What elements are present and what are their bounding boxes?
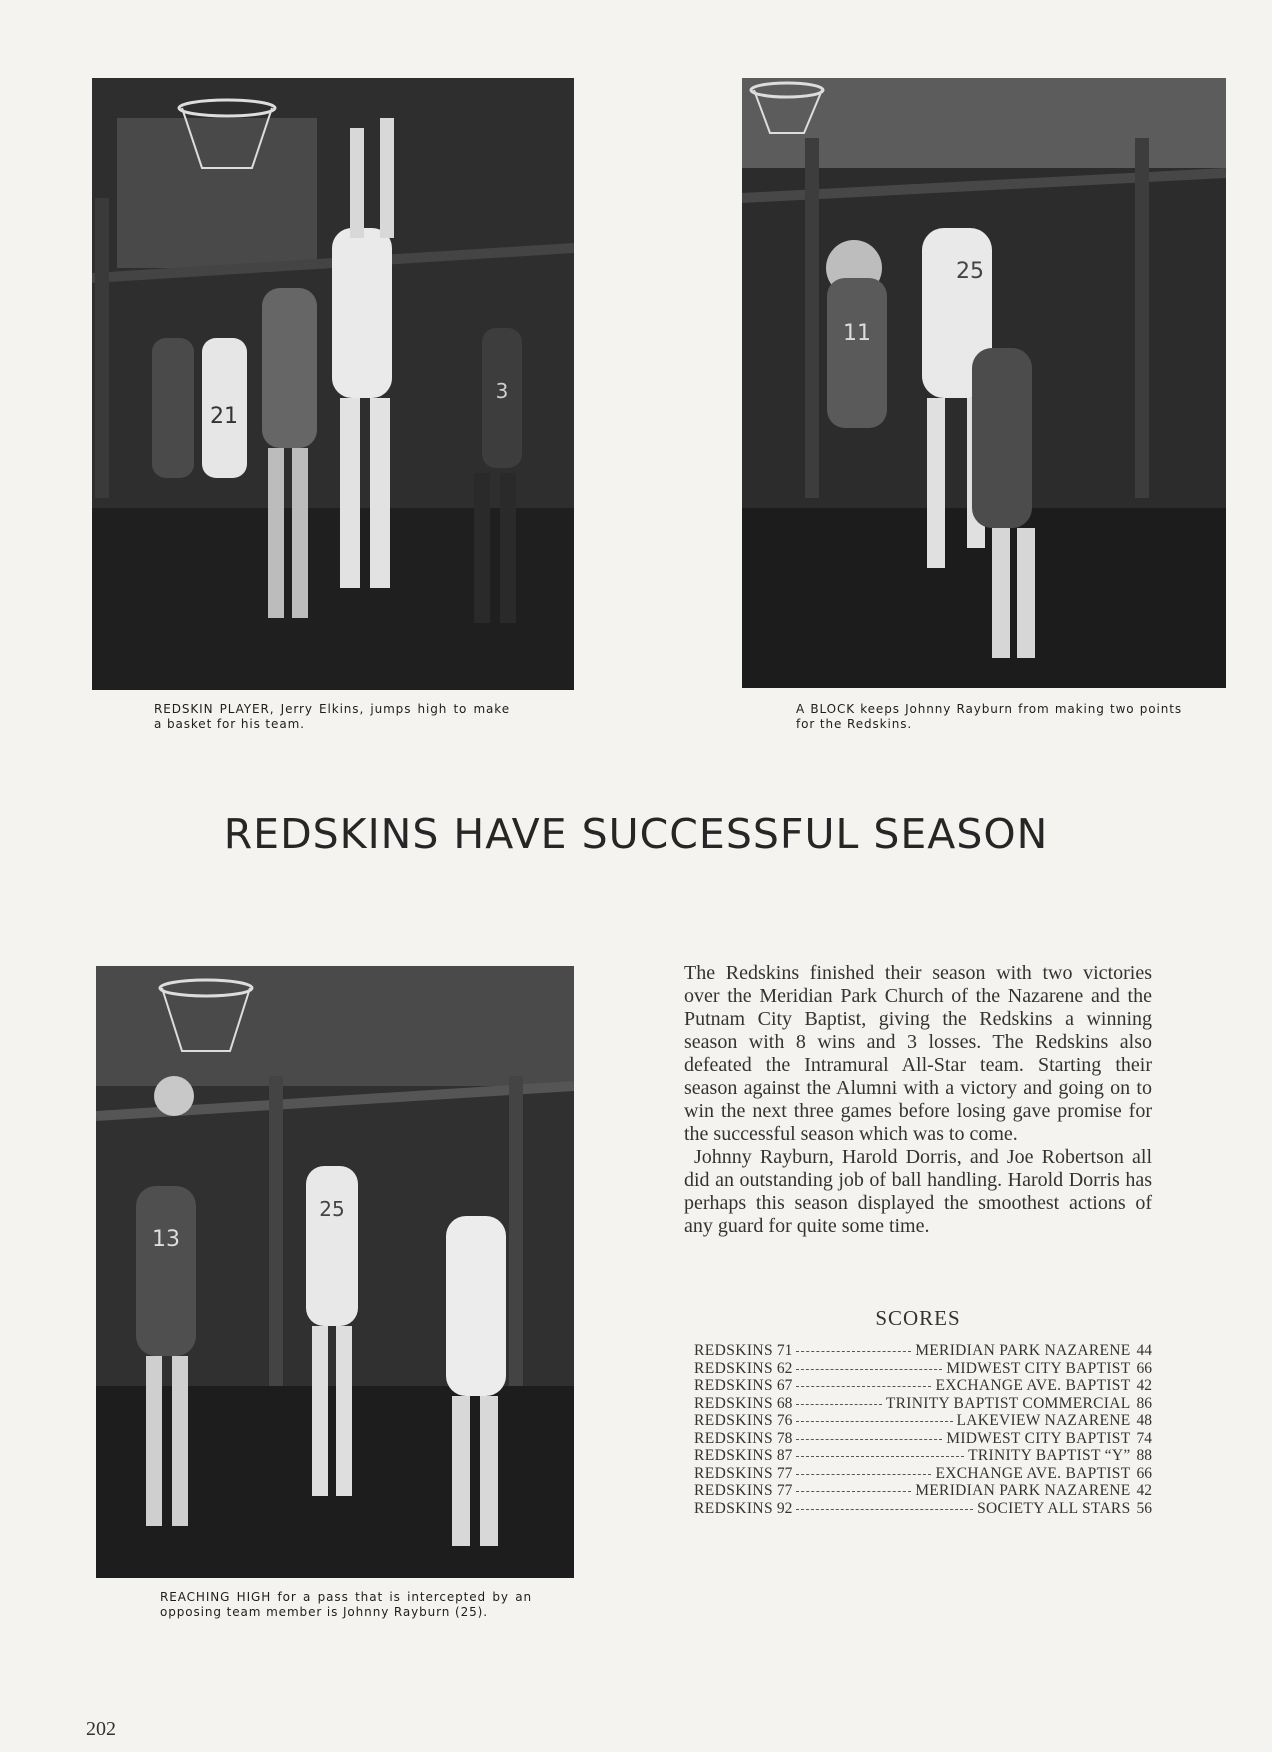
scores-table bbox=[694, 1342, 1152, 1517]
score-row bbox=[694, 1395, 1152, 1413]
dotted-leader bbox=[796, 1404, 882, 1405]
jump-shot-illustration bbox=[92, 78, 574, 690]
dotted-leader bbox=[796, 1386, 931, 1387]
team-name: REDSKINS bbox=[694, 1482, 773, 1499]
opponent-score: 86 bbox=[1136, 1394, 1152, 1412]
opponent-score: 88 bbox=[1136, 1447, 1152, 1464]
opponent-score: 42 bbox=[1136, 1482, 1152, 1499]
opponent-name: TRINITY BAPTIST COMMERCIAL bbox=[885, 1394, 1131, 1412]
dotted-leader bbox=[796, 1474, 931, 1475]
team-score: 77 bbox=[776, 1464, 793, 1482]
opponent-name: EXCHANGE AVE. BAPTIST bbox=[935, 1464, 1131, 1482]
article-paragraph: The Redskins finished their season with two victories over the Meridian Park Church of the Nazarene and the Putnam City Baptist, giving the Redskins a winning season with 8 wins and 3 losses. The Redskins also defeated the Intramural All-Star team. Starting their season against the Alumni with a victory and going on to win the next three games before losing gave promise for the successful season which was to come. bbox=[684, 962, 1152, 1145]
opponent-name: SOCIETY ALL STARS bbox=[977, 1499, 1131, 1517]
team-name: REDSKINS bbox=[694, 1342, 773, 1359]
caption-text: keeps Johnny Rayburn from making two points for the Redskins. bbox=[796, 702, 1183, 731]
team-name: REDSKINS bbox=[694, 1429, 773, 1447]
opponent-score: 42 bbox=[1136, 1377, 1152, 1394]
dotted-leader bbox=[796, 1509, 973, 1510]
score-row bbox=[694, 1377, 1152, 1395]
score-row bbox=[694, 1412, 1152, 1430]
team-score: 67 bbox=[776, 1377, 793, 1394]
caption-text: Jerry Elkins, jumps high to make a basket for his team. bbox=[154, 702, 511, 731]
team-name: REDSKINS bbox=[694, 1359, 773, 1377]
caption-lead: REDSKIN PLAYER, bbox=[154, 702, 275, 716]
dotted-leader bbox=[796, 1369, 942, 1370]
dotted-leader bbox=[796, 1491, 911, 1492]
opponent-name: TRINITY BAPTIST “Y” bbox=[968, 1447, 1131, 1464]
dotted-leader bbox=[796, 1456, 964, 1457]
jersey-number-25: 25 bbox=[956, 259, 984, 284]
opponent-name: MERIDIAN PARK NAZARENE bbox=[915, 1342, 1131, 1359]
team-score: 92 bbox=[776, 1499, 793, 1517]
opponent-score: 66 bbox=[1136, 1464, 1152, 1482]
team-score: 87 bbox=[776, 1447, 793, 1464]
score-row bbox=[694, 1342, 1152, 1360]
team-score: 68 bbox=[776, 1394, 793, 1412]
jersey-number-13: 13 bbox=[152, 1227, 180, 1252]
score-row bbox=[694, 1447, 1152, 1465]
photo-jump-shot bbox=[92, 78, 574, 690]
team-score: 77 bbox=[776, 1482, 793, 1499]
opponent-name: EXCHANGE AVE. BAPTIST bbox=[935, 1377, 1131, 1394]
score-row bbox=[694, 1360, 1152, 1378]
team-name: REDSKINS bbox=[694, 1464, 773, 1482]
article-body bbox=[684, 962, 1152, 1238]
dotted-leader bbox=[796, 1439, 942, 1440]
opponent-name: LAKEVIEW NAZARENE bbox=[956, 1412, 1131, 1429]
jersey-number-25: 25 bbox=[319, 1197, 345, 1221]
photo-block bbox=[742, 78, 1226, 688]
block-illustration bbox=[742, 78, 1226, 688]
score-row bbox=[694, 1500, 1152, 1518]
page-number: 202 bbox=[86, 1718, 116, 1740]
jersey-number-21: 21 bbox=[210, 404, 238, 429]
opponent-score: 74 bbox=[1136, 1429, 1152, 1447]
jersey-number-11: 11 bbox=[843, 321, 871, 346]
team-name: REDSKINS bbox=[694, 1412, 773, 1429]
team-score: 76 bbox=[776, 1412, 793, 1429]
team-score: 78 bbox=[776, 1429, 793, 1447]
page-headline: REDSKINS HAVE SUCCESSFUL SEASON bbox=[223, 810, 1049, 858]
opponent-score: 66 bbox=[1136, 1359, 1152, 1377]
opponent-name: MIDWEST CITY BAPTIST bbox=[946, 1359, 1131, 1377]
team-score: 62 bbox=[776, 1359, 793, 1377]
opponent-name: MIDWEST CITY BAPTIST bbox=[946, 1429, 1131, 1447]
score-row bbox=[694, 1482, 1152, 1500]
score-row bbox=[694, 1430, 1152, 1448]
caption-lead: REACHING HIGH bbox=[160, 1590, 272, 1604]
dotted-leader bbox=[796, 1421, 952, 1422]
caption-text: for a pass that is intercepted by an opposing team member is Johnny Rayburn (25). bbox=[160, 1590, 532, 1619]
team-score: 71 bbox=[776, 1342, 793, 1359]
team-name: REDSKINS bbox=[694, 1394, 773, 1412]
scores-title: SCORES bbox=[875, 1306, 961, 1330]
team-name: REDSKINS bbox=[694, 1377, 773, 1394]
team-name: REDSKINS bbox=[694, 1499, 773, 1517]
article-paragraph: Johnny Rayburn, Harold Dorris, and Joe Robertson all did an outstanding job of ball handling. Harold Dorris has perhaps this season displayed the smoothest actions of any guard for quite some time. bbox=[684, 1146, 1152, 1237]
photo-reaching-high bbox=[96, 966, 574, 1578]
caption-block bbox=[796, 702, 1182, 732]
reaching-high-illustration bbox=[96, 966, 574, 1578]
opponent-score: 44 bbox=[1136, 1342, 1152, 1359]
dotted-leader bbox=[796, 1351, 911, 1352]
jersey-number-3: 3 bbox=[495, 379, 509, 403]
caption-lead: A BLOCK bbox=[796, 702, 856, 716]
opponent-name: MERIDIAN PARK NAZARENE bbox=[915, 1482, 1131, 1499]
score-row bbox=[694, 1465, 1152, 1483]
caption-jump-shot bbox=[154, 702, 510, 732]
opponent-score: 56 bbox=[1136, 1499, 1152, 1517]
caption-reaching-high bbox=[160, 1590, 532, 1620]
opponent-score: 48 bbox=[1136, 1412, 1152, 1429]
team-name: REDSKINS bbox=[694, 1447, 773, 1464]
